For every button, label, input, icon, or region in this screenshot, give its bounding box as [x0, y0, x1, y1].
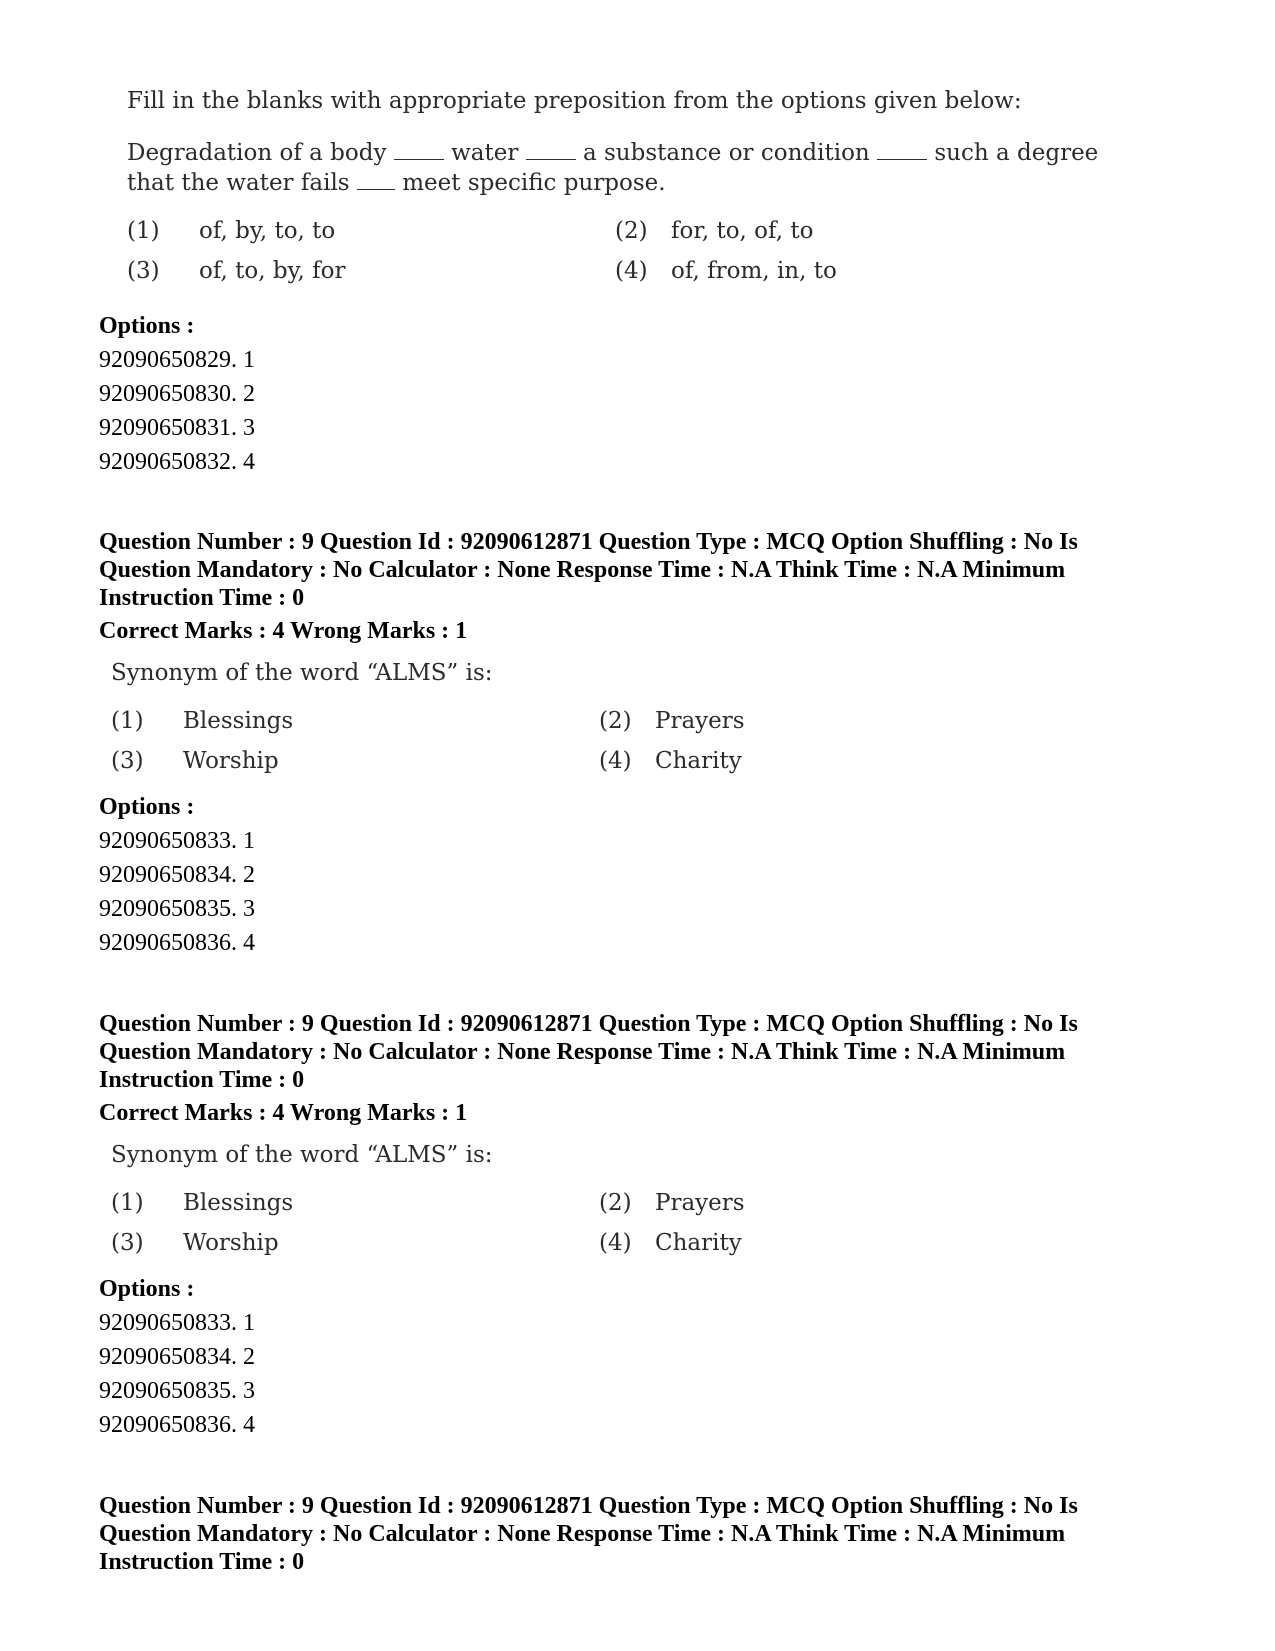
- question-stem: Synonym of the word “ALMS” is:: [111, 1142, 493, 1168]
- question-header-line3: Instruction Time : 0: [99, 585, 305, 611]
- choice-2: (2) Prayers: [599, 708, 745, 734]
- option-id: 92090650835. 3: [99, 896, 255, 922]
- marks-line: Correct Marks : 4 Wrong Marks : 1: [99, 618, 468, 644]
- question-header-line3: Instruction Time : 0: [99, 1549, 305, 1575]
- question-header-line2: Question Mandatory : No Calculator : None Response Time : N.A Think Time : N.A Minimum: [99, 557, 1066, 583]
- choice-4: (4) Charity: [599, 748, 742, 774]
- question-image-prev: [0, 0, 1275, 300]
- choice-3: (3) of, to, by, for: [127, 258, 346, 284]
- question-header-line1: Question Number : 9 Question Id : 92090612871 Question Type : MCQ Option Shuffling : No Is: [99, 529, 1078, 555]
- choice-3: (3) Worship: [111, 748, 279, 774]
- choice-2: (2) for, to, of, to: [615, 218, 814, 244]
- marks-line: Correct Marks : 4 Wrong Marks : 1: [99, 1100, 468, 1126]
- option-id: 92090650836. 4: [99, 930, 255, 956]
- choice-1: (1) Blessings: [111, 708, 294, 734]
- option-id: 92090650834. 2: [99, 1344, 255, 1370]
- option-id: 92090650833. 1: [99, 1310, 255, 1336]
- option-id: 92090650831. 3: [99, 415, 255, 441]
- question-header-line1: Question Number : 9 Question Id : 92090612871 Question Type : MCQ Option Shuffling : No Is: [99, 1011, 1078, 1037]
- option-id: 92090650834. 2: [99, 862, 255, 888]
- question-image-q9b: [0, 1132, 1275, 1262]
- question-instruction: Fill in the blanks with appropriate preposition from the options given below:: [127, 88, 1022, 114]
- question-stem-line1: Degradation of a body water a substance or condition such a degree: [127, 140, 1099, 166]
- options-label: Options :: [99, 1276, 195, 1302]
- choice-4: (4) of, from, in, to: [615, 258, 837, 284]
- choice-4: (4) Charity: [599, 1230, 742, 1256]
- choice-1: (1) Blessings: [111, 1190, 294, 1216]
- option-id: 92090650830. 2: [99, 381, 255, 407]
- option-id: 92090650836. 4: [99, 1412, 255, 1438]
- question-image-q9a: [0, 650, 1275, 780]
- option-id: 92090650833. 1: [99, 828, 255, 854]
- question-stem-line2: that the water fails meet specific purpose.: [127, 170, 666, 196]
- choice-1: (1) of, by, to, to: [127, 218, 336, 244]
- question-header-line2: Question Mandatory : No Calculator : None Response Time : N.A Think Time : N.A Minimum: [99, 1521, 1066, 1547]
- options-label: Options :: [99, 794, 195, 820]
- option-id: 92090650829. 1: [99, 347, 255, 373]
- question-header-line2: Question Mandatory : No Calculator : None Response Time : N.A Think Time : N.A Minimum: [99, 1039, 1066, 1065]
- option-id: 92090650835. 3: [99, 1378, 255, 1404]
- question-header-line1: Question Number : 9 Question Id : 92090612871 Question Type : MCQ Option Shuffling : No Is: [99, 1493, 1078, 1519]
- choice-2: (2) Prayers: [599, 1190, 745, 1216]
- question-stem: Synonym of the word “ALMS” is:: [111, 660, 493, 686]
- question-header-line3: Instruction Time : 0: [99, 1067, 305, 1093]
- options-label: Options :: [99, 313, 195, 339]
- option-id: 92090650832. 4: [99, 449, 255, 475]
- choice-3: (3) Worship: [111, 1230, 279, 1256]
